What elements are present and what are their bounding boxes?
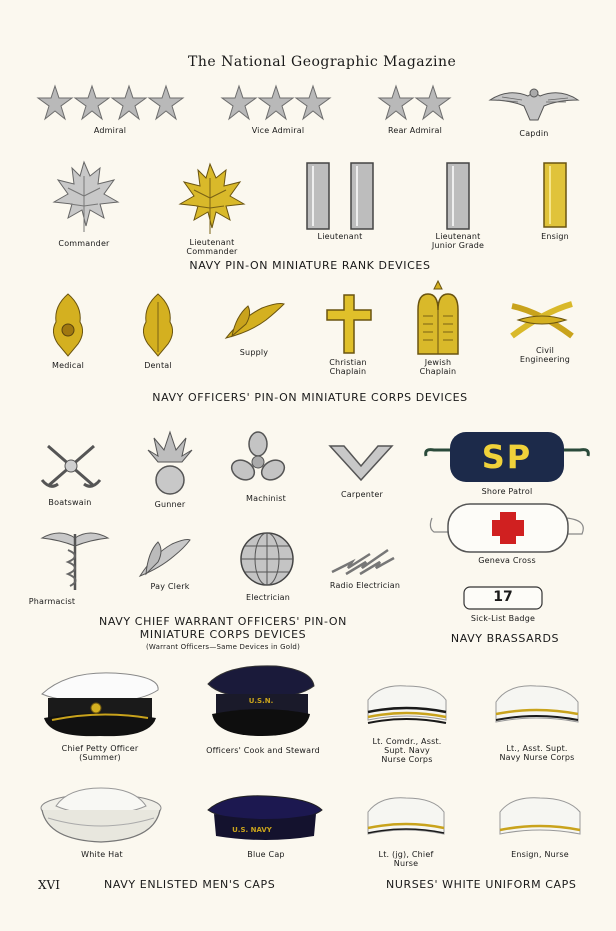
label-gunner: Gunner [154, 500, 186, 509]
electrician-globe-icon [238, 530, 296, 588]
ltjg-chief-nurse-cap-icon [366, 796, 446, 844]
label-dental: Dental [144, 361, 172, 370]
label-radio-electrician: Radio Electrician [329, 581, 401, 590]
section-rank-devices: NAVY PIN-ON MINIATURE RANK DEVICES [189, 259, 431, 272]
gunner-bomb-icon [146, 430, 194, 496]
label-supply: Supply [239, 348, 269, 357]
chief-petty-officer-cap-icon [40, 668, 162, 740]
label-geneva-cross: Geneva Cross [478, 556, 536, 565]
lt-comdr-nurse-cap-icon [366, 684, 448, 730]
label-commander: Commander [58, 239, 110, 248]
section-corps-devices: NAVY OFFICERS' PIN-ON MINIATURE CORPS DEVICES [152, 391, 468, 404]
label-sick-list-badge: Sick-List Badge [470, 614, 536, 623]
label-lt-asst-supt-nurse: Lt., Asst. Supt. Navy Nurse Corps [499, 744, 575, 762]
silver-oak-leaf-icon [48, 160, 120, 234]
label-blue-cap: Blue Cap [247, 850, 285, 859]
christian-cross-icon [326, 294, 372, 354]
label-pay-clerk: Pay Clerk [150, 582, 190, 591]
lt-asst-supt-nurse-cap-icon [494, 684, 580, 734]
label-electrician: Electrician [245, 593, 291, 602]
ensign-bar-icon [543, 162, 567, 228]
white-hat-icon [38, 784, 164, 844]
label-ensign: Ensign [541, 232, 569, 241]
warrant-note: (Warrant Officers—Same Devices in Gold) [145, 643, 300, 651]
label-capdin: Capdin [519, 129, 549, 138]
admiral-stars-icon [38, 86, 188, 122]
label-medical: Medical [51, 361, 85, 370]
label-carpenter: Carpenter [341, 490, 383, 499]
label-admiral: Admiral [93, 126, 127, 135]
ensign-nurse-cap-icon [498, 796, 582, 844]
rear-admiral-stars-icon [379, 86, 454, 122]
label-lieutenant: Lieutenant [317, 232, 363, 241]
boatswain-anchors-icon [40, 440, 102, 492]
label-ltjg-chief-nurse: Lt. (jg), Chief Nurse [378, 850, 434, 868]
section-warrant-devices: NAVY CHIEF WARRANT OFFICERS' PIN-ON MINIATURE CORPS DEVICES [99, 615, 347, 641]
supply-leaves-icon [222, 298, 286, 342]
geneva-cross-brassard-icon [428, 502, 588, 554]
label-vice-admiral: Vice Admiral [251, 126, 305, 135]
jewish-tablets-icon [414, 280, 462, 356]
vice-admiral-stars-icon [222, 86, 334, 122]
label-civil-engineering: Civil Engineering [519, 346, 571, 364]
sick-list-number: 17 [493, 589, 513, 605]
label-jewish-chaplain: Jewish Chaplain [419, 358, 457, 376]
label-chief-petty-officer: Chief Petty Officer (Summer) [61, 744, 139, 762]
label-lieutenant-commander: Lieutenant Commander [186, 238, 238, 256]
medical-leaf-icon [48, 292, 88, 358]
dental-leaf-icon [138, 292, 178, 358]
label-white-hat: White Hat [81, 850, 123, 859]
pay-clerk-leaves-icon [136, 536, 192, 580]
shore-patrol-letters: SP [481, 438, 533, 476]
steward-cap-band-text: U.S.N. [248, 697, 274, 705]
section-enlisted-caps: NAVY ENLISTED MEN'S CAPS [104, 878, 276, 891]
machinist-propeller-icon [230, 432, 286, 488]
label-ensign-nurse: Ensign, Nurse [511, 850, 569, 859]
label-shore-patrol: Shore Patrol [481, 487, 533, 496]
label-christian-chaplain: Christian Chaplain [329, 358, 367, 376]
label-officers-cook-steward: Officers' Cook and Steward [206, 746, 320, 755]
page-number: XVI [38, 878, 60, 892]
blue-cap-band-text: U.S. NAVY [232, 826, 272, 834]
eagle-icon [488, 86, 580, 126]
gold-oak-leaf-icon [174, 162, 246, 236]
lieutenant-bars-icon [305, 162, 375, 230]
label-boatswain: Boatswain [48, 498, 92, 507]
carpenter-chevron-icon [328, 444, 394, 482]
pharmacist-caduceus-icon [40, 526, 110, 592]
page-header: The National Geographic Magazine [188, 54, 457, 70]
label-machinist: Machinist [246, 494, 286, 503]
section-brassards: NAVY BRASSARDS [450, 632, 560, 645]
civil-engineering-icon [510, 298, 574, 342]
label-rear-admiral: Rear Admiral [387, 126, 443, 135]
label-lt-comdr-nurse: Lt. Comdr., Asst. Supt. Navy Nurse Corps [372, 737, 442, 764]
radio-electrician-icon [330, 540, 396, 576]
ltjg-bar-icon [446, 162, 470, 230]
section-nurse-caps: NURSES' WHITE UNIFORM CAPS [386, 878, 577, 891]
label-pharmacist: Pharmacist [28, 597, 76, 606]
label-lieutenant-junior-grade: Lieutenant Junior Grade [431, 232, 485, 250]
blue-cap-icon [206, 794, 324, 846]
